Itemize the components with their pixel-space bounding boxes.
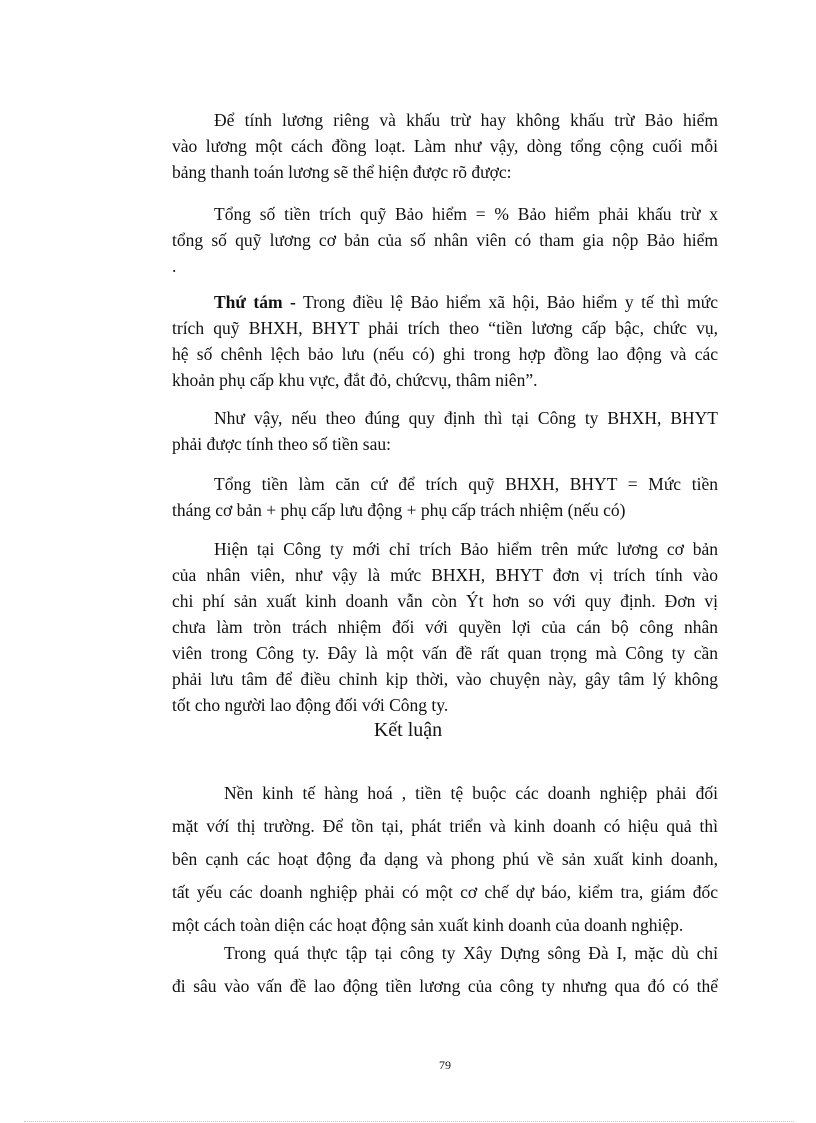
text-line: trích quỹ BHXH, BHYT phải trích theo “tiền lương cấp bậc, chức vụ, [172,318,718,338]
text-line: tốt cho người lao động đối với Công ty. [172,695,449,715]
page-number: 79 [439,1058,451,1072]
text-line: đi sâu vào vấn đề lao động tiền lương của công ty nhưng qua đó có thể [172,976,718,996]
text-line: hệ số chênh lệch bảo lưu (nếu có) ghi trong hợp đồng lao động và các [172,344,718,364]
paragraph-regulation [172,405,718,457]
text-line: chưa làm tròn trách nhiệm đối với quyền lợi của cán bộ công nhân [172,617,718,637]
text-line: của nhân viên, như vậy là mức BHXH, BHYT đơn vị trích tính vào [172,565,718,585]
text-line: Để tính lương riêng và khấu trừ hay không khấu trừ Bảo hiểm [214,110,718,130]
text-line: vào lương một cách đồng loạt. Làm như vậy, dòng tổng cộng cuối mỗi [172,136,718,156]
eighth-point-text: Trong điều lệ Bảo hiểm xã hội, Bảo hiểm y tế thì mức [295,292,718,312]
text-line: mặt vớí thị trường. Để tồn tại, phát triển và kinh doanh có hiệu quả thì [172,816,718,836]
text-line: viên trong Công ty. Đây là một vấn đề rất quan trọng mà Công ty cần [172,643,718,663]
text-line: Trong quá thực tập tại công ty Xây Dựng sông Đà I, mặc dù chỉ [224,943,718,963]
text-line: . [172,256,177,276]
text-line [172,289,718,315]
text-line: bảng thanh toán lương sẽ thể hiện được rõ được: [172,162,512,182]
paragraph-conclusion-economy [172,777,718,942]
text-line: phải lưu tâm để điều chỉnh kịp thời, vào chuyện này, gây tâm lý không [172,669,718,689]
paragraph-conclusion-internship [172,937,718,1003]
text-line: chi phí sản xuất kinh doanh vẫn còn Ýt hơn so với quy định. Đơn vị [172,591,718,611]
paragraph-eighth-point [172,289,718,393]
paragraph-insurance-formula [172,201,718,279]
paragraph-current-status [172,536,718,718]
paragraph-base-formula [172,471,718,523]
eighth-point-lead: Thứ tám - [214,292,296,312]
text-line: tháng cơ bản + phụ cấp lưu động + phụ cấp trách nhiệm (nếu có) [172,500,626,520]
text-line: một cách toàn diện các hoạt động sản xuất kinh doanh của doanh nghiệp. [172,915,684,935]
text-line: Hiện tại Công ty mới chỉ trích Bảo hiểm trên mức lương cơ bản [214,539,718,559]
page-bottom-divider [24,1121,794,1122]
text-line: Nền kinh tế hàng hoá , tiền tệ buộc các doanh nghiệp phải đối [224,783,718,803]
text-line: bên cạnh các hoạt động đa dạng và phong phú về sản xuất kinh doanh, [172,849,718,869]
text-line: tất yếu các doanh nghiệp phải có một cơ chế dự báo, kiểm tra, giám đốc [172,882,718,902]
text-line: Như vậy, nếu theo đúng quy định thì tại Công ty BHXH, BHYT [214,408,718,428]
text-line: Tổng số tiền trích quỹ Bảo hiểm = % Bảo hiểm phải khấu trừ x [214,204,718,224]
text-line: khoản phụ cấp khu vực, đắt đỏ, chứcvụ, thâm niên”. [172,370,538,390]
text-line: Tổng tiền làm căn cứ để trích quỹ BHXH, BHYT = Mức tiền [214,474,718,494]
text-line: tổng số quỹ lương cơ bản của số nhân viên có tham gia nộp Bảo hiểm [172,230,718,250]
paragraph-salary-deduction [172,107,718,185]
text-line: phải được tính theo số tiền sau: [172,434,391,454]
section-heading: Kết luận [373,719,443,741]
